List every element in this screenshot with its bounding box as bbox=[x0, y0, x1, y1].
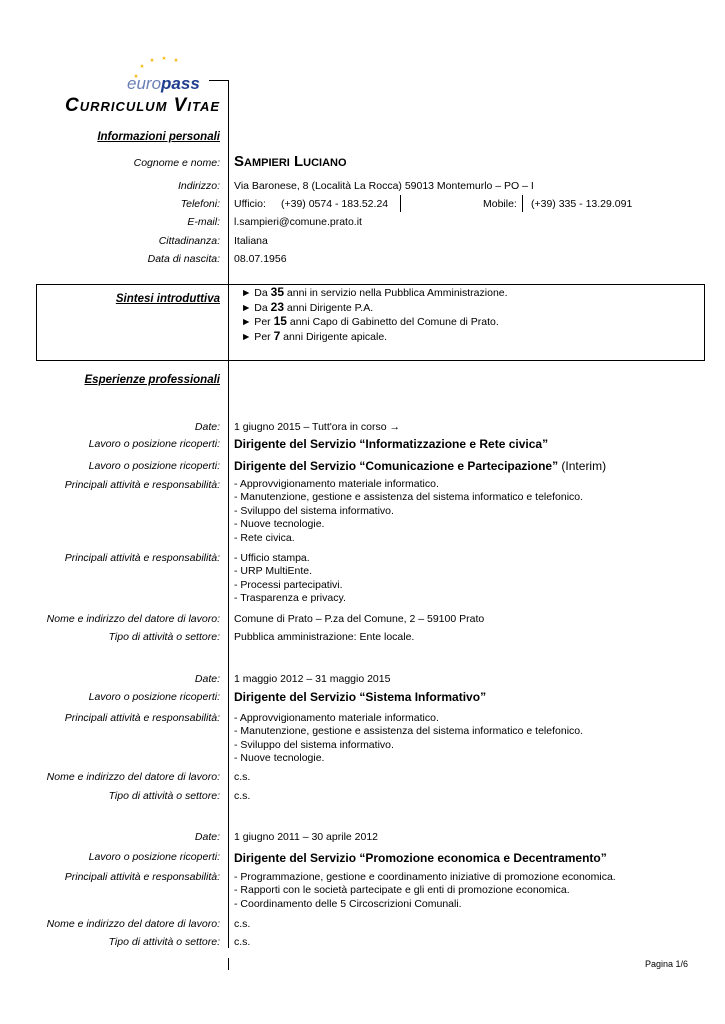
job1-activities2 bbox=[234, 552, 346, 606]
job1-role2: Dirigente del Servizio “Comunicazione e Partecipazione” bbox=[234, 459, 559, 473]
phone-separator bbox=[400, 195, 401, 212]
job2-employer-label: Nome e indirizzo del datore di lavoro: bbox=[46, 771, 220, 783]
job2-sector: c.s. bbox=[234, 790, 251, 802]
list-item: - Programmazione, gestione e coordinamento iniziative di promozione economica. bbox=[234, 871, 616, 884]
header-rule bbox=[209, 80, 229, 81]
job2-date-label: Date: bbox=[194, 673, 220, 685]
job2-role-label: Lavoro o posizione ricoperti: bbox=[88, 691, 220, 703]
summary-item: ► Per 7 anni Dirigente apicale. bbox=[241, 329, 388, 344]
divider-line bbox=[228, 958, 229, 970]
list-item: - Nuove tecnologie. bbox=[234, 752, 583, 765]
job2-employer: c.s. bbox=[234, 771, 251, 783]
address-label: Indirizzo: bbox=[177, 180, 220, 192]
experience-heading: Esperienze professionali bbox=[84, 374, 220, 386]
job1-role-label: Lavoro o posizione ricoperti: bbox=[88, 438, 220, 450]
email-label: E-mail: bbox=[187, 216, 220, 228]
list-item: - Approvvigionamento materiale informatico. bbox=[234, 478, 583, 491]
list-item: - Approvvigionamento materiale informatico. bbox=[234, 712, 583, 725]
list-item: - Nuove tecnologie. bbox=[234, 518, 583, 531]
list-item: - Rete civica. bbox=[234, 532, 583, 545]
citizenship-label: Cittadinanza: bbox=[158, 235, 220, 247]
europass-logo bbox=[122, 52, 202, 94]
job1-date-label: Date: bbox=[194, 421, 220, 433]
job2-role: Dirigente del Servizio “Sistema Informativo” bbox=[234, 690, 487, 704]
job3-date-label: Date: bbox=[194, 831, 220, 843]
job2-activities bbox=[234, 712, 583, 766]
summary-list bbox=[241, 286, 701, 345]
job1-sector-label: Tipo di attività o settore: bbox=[108, 631, 220, 643]
personal-heading: Informazioni personali bbox=[97, 131, 220, 143]
birth-label: Data di nascita: bbox=[147, 253, 220, 265]
address-value: Via Baronese, 8 (Località La Rocca) 59013 Montemurlo – PO – I bbox=[234, 180, 534, 192]
list-item: - Sviluppo del sistema informativo. bbox=[234, 739, 583, 752]
list-item: - Trasparenza e privacy. bbox=[234, 592, 346, 605]
mobile-label: Mobile: bbox=[483, 198, 517, 210]
job1-employer: Comune di Prato – P.za del Comune, 2 – 59100 Prato bbox=[234, 613, 485, 625]
list-item: - Manutenzione, gestione e assistenza del sistema informatico e telefonico. bbox=[234, 725, 583, 738]
person-name: Sampieri Luciano bbox=[234, 153, 347, 170]
job3-sector-label: Tipo di attività o settore: bbox=[108, 936, 220, 948]
job1-sector: Pubblica amministrazione: Ente locale. bbox=[234, 631, 415, 643]
job2-date: 1 maggio 2012 – 31 maggio 2015 bbox=[234, 673, 391, 685]
job3-employer-label: Nome e indirizzo del datore di lavoro: bbox=[46, 918, 220, 930]
job1-role2-wrap bbox=[234, 459, 606, 473]
summary-heading: Sintesi introduttiva bbox=[115, 293, 220, 305]
job3-employer: c.s. bbox=[234, 918, 251, 930]
mobile-separator bbox=[522, 195, 523, 212]
office-label: Ufficio: bbox=[234, 198, 266, 210]
job3-sector: c.s. bbox=[234, 936, 251, 948]
job1-role1: Dirigente del Servizio “Informatizzazione e Rete civica” bbox=[234, 437, 549, 451]
list-item: - Processi partecipativi. bbox=[234, 579, 346, 592]
logo-pass: pass bbox=[161, 74, 200, 93]
job3-role-label: Lavoro o posizione ricoperti: bbox=[88, 851, 220, 863]
summary-item: ► Da 23 anni Dirigente P.A. bbox=[241, 299, 374, 314]
list-item: - Rapporti con le società partecipate e gli enti di promozione economica. bbox=[234, 884, 616, 897]
page-number: Pagina 1/6 bbox=[645, 959, 689, 969]
list-item: - Manutenzione, gestione e assistenza del sistema informatico e telefonico. bbox=[234, 491, 583, 504]
list-item: - URP MultiEnte. bbox=[234, 565, 346, 578]
job1-role2-suffix: (Interim) bbox=[558, 459, 607, 473]
job1-employer-label: Nome e indirizzo del datore di lavoro: bbox=[46, 613, 220, 625]
name-label: Cognome e nome: bbox=[133, 157, 220, 169]
list-item: - Ufficio stampa. bbox=[234, 552, 346, 565]
email-value[interactable]: l.sampieri@comune.prato.it bbox=[234, 216, 362, 228]
phone-label: Telefoni: bbox=[180, 198, 220, 210]
list-item: - Coordinamento delle 5 Circoscrizioni Comunali. bbox=[234, 898, 616, 911]
job1-activities-label: Principali attività e responsabilità: bbox=[64, 479, 220, 491]
citizenship-value: Italiana bbox=[234, 235, 268, 247]
job1-date: 1 giugno 2015 – Tutt'ora in corso → bbox=[234, 421, 401, 433]
job1-activities1 bbox=[234, 478, 583, 545]
office-phone: (+39) 0574 - 183.52.24 bbox=[281, 198, 389, 210]
job2-sector-label: Tipo di attività o settore: bbox=[108, 790, 220, 802]
divider-line bbox=[228, 365, 229, 948]
summary-item: ► Per 15 anni Capo di Gabinetto del Comune di Prato. bbox=[241, 314, 499, 329]
summary-item: ► Da 35 anni in servizio nella Pubblica Amministrazione. bbox=[241, 285, 508, 299]
job1-activities-label-2: Principali attività e responsabilità: bbox=[64, 552, 220, 564]
job1-role-label-2: Lavoro o posizione ricoperti: bbox=[88, 460, 220, 472]
list-item: - Sviluppo del sistema informativo. bbox=[234, 505, 583, 518]
job3-date: 1 giugno 2011 – 30 aprile 2012 bbox=[234, 831, 379, 843]
job3-role: Dirigente del Servizio “Promozione economica e Decentramento” bbox=[234, 851, 607, 865]
job2-activities-label: Principali attività e responsabilità: bbox=[64, 712, 220, 724]
logo-euro: euro bbox=[127, 74, 162, 93]
mobile-phone: (+39) 335 - 13.29.091 bbox=[531, 198, 633, 210]
job3-activities-label: Principali attività e responsabilità: bbox=[64, 871, 220, 883]
birth-value: 08.07.1956 bbox=[234, 253, 287, 265]
cv-title: Curriculum Vitae bbox=[64, 95, 220, 116]
job3-activities bbox=[234, 871, 616, 911]
